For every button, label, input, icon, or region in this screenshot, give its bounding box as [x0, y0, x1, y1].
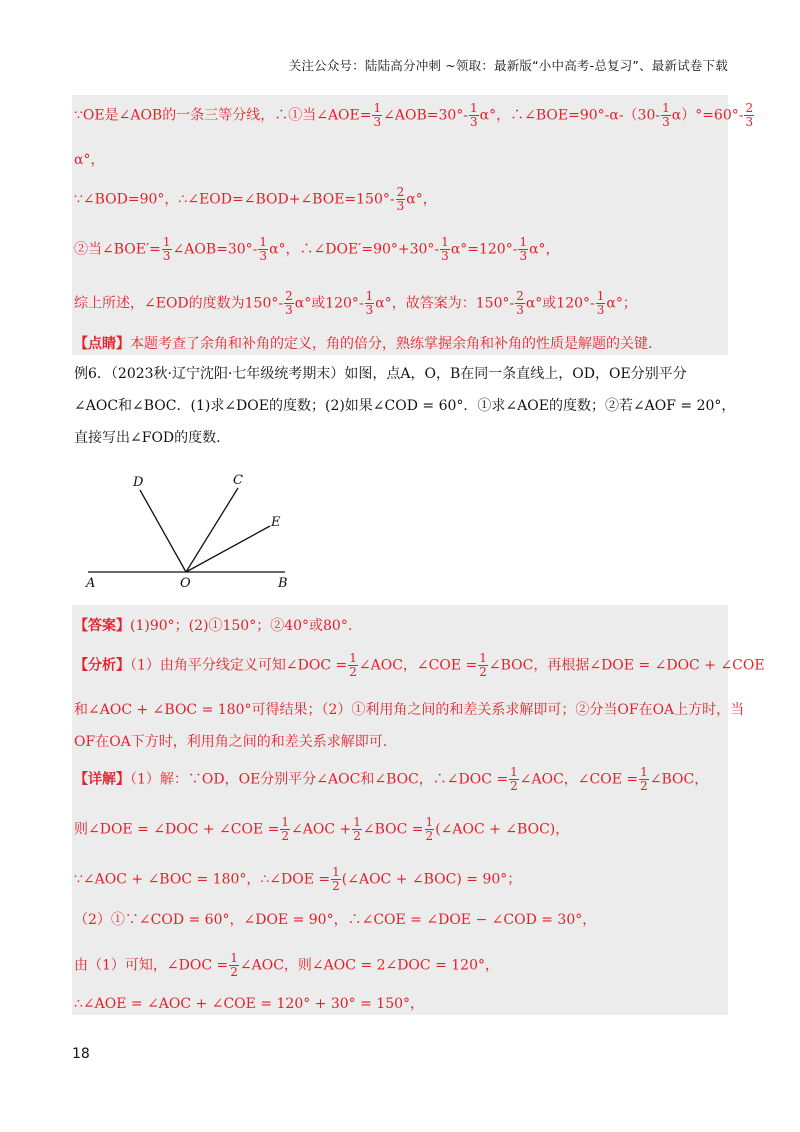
detail-line-1: 【详解】（1）解：∵OD，OE分别平分∠AOC和∠BOC，∴∠DOC = $\frac{1}{2}$ ∠AOC，∠COE = $\frac{1}{2}$ ∠BOC，	[74, 765, 709, 793]
detail-line-5: 由（1）可知，∠DOC = $\frac{1}{2}$ ∠AOC，则∠AOC = 2∠DOC = 120°，	[74, 951, 499, 979]
analysis-line-3: OF在OA下方时，利用角之间的和差关系求解即可.	[74, 734, 388, 750]
label-D: D	[133, 475, 144, 490]
analysis-line-1: 【分析】（1）由角平分线定义可知∠DOC = $\frac{1}{2}$ ∠AOC，∠COE = $\frac{1}{2}$ ∠BOC，再根据∠DOE = ∠DOC + ∠COE	[74, 651, 765, 679]
analysis-line-2: 和∠AOC + ∠BOC = 180°可得结果；（2）①利用角之间的和差关系求解即可；②分当OF在OA上方时，当	[74, 702, 745, 718]
solution-line-1: ∵OE是∠AOB的一条三等分线，∴①当∠AOE= $\frac{1}{3}$ ∠AOB=30°- $\frac{1}{3}$ α°，∴∠BOE=90°-α-（30- $\frac{1}{3}$ α）°=60°- $\frac{2}{3}$	[74, 101, 754, 129]
label-E: E	[271, 515, 281, 530]
label-C: C	[233, 473, 243, 488]
page-number: 18	[72, 1046, 90, 1062]
answer-line: 【答案】(1)90°；(2)①150°；②40°或80°.	[74, 618, 353, 634]
ray-OE	[186, 526, 270, 572]
detail-line-4: （2）①∵∠COD = 60°，∠DOE = 90°，∴∠COE = ∠DOE − ∠COD = 30°，	[74, 912, 597, 928]
label-B: B	[278, 576, 288, 590]
solution-line-3: ∵∠BOD=90°，∴∠EOD=∠BOD+∠BOE=150°- $\frac{2}{3}$ α°，	[74, 185, 437, 213]
key-point-line: 【点睛】本题考查了余角和补角的定义，角的倍分，熟练掌握余角和补角的性质是解题的关键.	[74, 336, 653, 352]
solution-line-2: α°，	[74, 152, 105, 168]
detail-line-2: 则∠DOE = ∠DOC + ∠COE = $\frac{1}{2}$ ∠AOC + $\frac{1}{2}$ ∠BOC = $\frac{1}{2}$ (∠AOC + ∠BOC)，	[74, 815, 570, 843]
label-O: O	[180, 576, 191, 590]
problem-line-3: 直接写出∠FOD的度数.	[74, 430, 221, 446]
geometry-figure	[80, 470, 320, 590]
ray-OD	[140, 490, 186, 572]
solution-line-4: ②当∠BOE′= $\frac{1}{3}$ ∠AOB=30°- $\frac{1}{3}$ α°，∴∠DOE′=90°+30°- $\frac{1}{3}$ α°=120°- $\frac{1}{3}$ α°，	[74, 235, 560, 263]
ray-OC	[186, 488, 238, 572]
solution-line-5: 综上所述，∠EOD的度数为150°- $\frac{2}{3}$ α°或120°- $\frac{1}{3}$ α°，故答案为：150°- $\frac{2}{3}$ α°或120°- $\frac{1}{3}$ α°；	[74, 289, 637, 317]
detail-line-6: ∴∠AOE = ∠AOC + ∠COE = 120° + 30° = 150°，	[74, 996, 425, 1012]
label-A: A	[86, 576, 96, 590]
detail-line-3: ∵∠AOC + ∠BOC = 180°，∴∠DOE = $\frac{1}{2}$ (∠AOC + ∠BOC) = 90°；	[74, 865, 522, 893]
page-header: 关注公众号：陆陆高分冲刺 ~领取：最新版“小中高考-总复习”、最新试卷下载	[288, 58, 728, 73]
problem-line-1: 例6．（2023秋·辽宁沈阳·七年级统考期末）如图，点A，O，B在同一条直线上，OD，OE分别平分	[74, 366, 687, 382]
problem-line-2: ∠AOC和∠BOC．(1)求∠DOE的度数；(2)如果∠COD = 60°．①求∠AOE的度数；②若∠AOF = 20°，	[74, 398, 736, 414]
